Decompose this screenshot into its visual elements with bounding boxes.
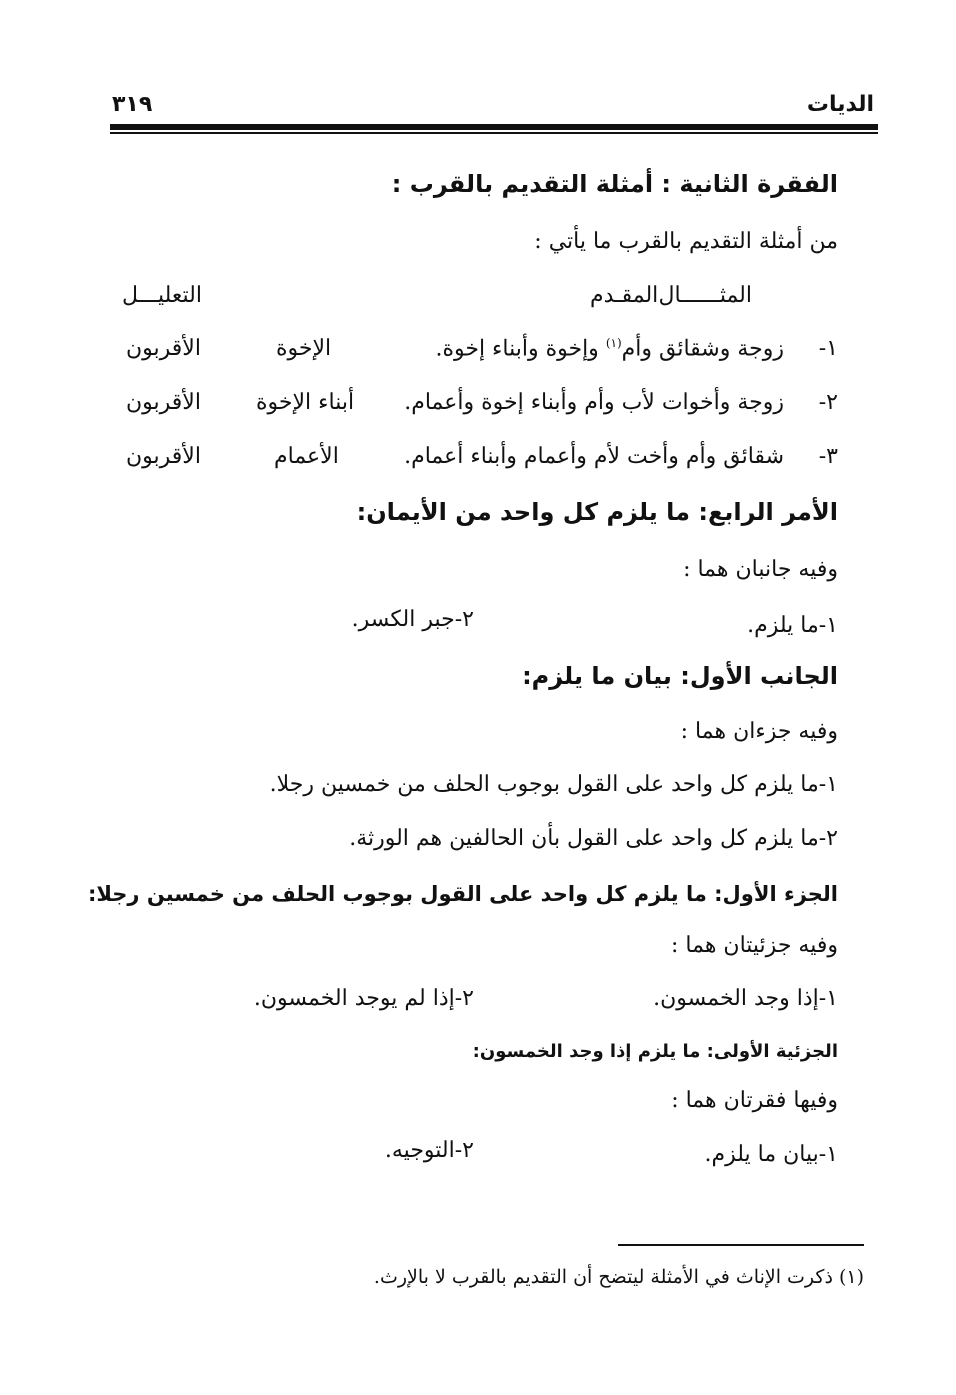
table-row-reason: الأقربون [126,336,201,361]
intro-two-paragraphs: وفيها فقرتان هما : [671,1088,838,1113]
table-row-example: زوجة وأخوات لأب وأم وأبناء إخوة وأعمام. [404,390,784,415]
section-heading-fourth-matter: الأمر الرابع: ما يلزم كل واحد من الأيمان: [356,498,838,526]
table-row-reason: الأقربون [126,390,201,415]
column-header-preferred: المقـدم [590,283,659,308]
list-item: ٢-جبر الكسر. [351,607,474,632]
list-item: ١-ما يلزم. [747,613,838,638]
section-heading-first-side: الجانب الأول: بيان ما يلزم: [522,662,838,690]
column-header-reason: التعليـــل [122,283,202,308]
list-item: ٢-التوجيه. [384,1138,474,1163]
section-heading-first-part: الجزء الأول: ما يلزم كل واحد على القول بوجوب الحلف من خمسين رجلا: [87,882,838,906]
table-row-number: ٢- [818,390,838,415]
table-row-reason: الأقربون [126,444,201,469]
footnote: (١) ذكرت الإناث في الأمثلة ليتضح أن التقديم بالقرب لا بالإرث. [373,1266,864,1288]
list-item: ١-إذا وجد الخمسون. [653,986,838,1011]
table-row-preferred: أبناء الإخوة [256,390,355,415]
intro-two-subparts: وفيه جزئيتان هما : [671,933,838,958]
list-item: ١-بيان ما يلزم. [704,1142,838,1167]
footnote-rule [618,1244,864,1246]
page-number: ٣١٩ [112,92,153,117]
intro-examples: من أمثلة التقديم بالقرب ما يأتي : [534,229,838,254]
example-text-rest: وإخوة وأبناء إخوة. [435,336,606,362]
list-item: ١-ما يلزم كل واحد على القول بوجوب الحلف من خمسين رجلا. [269,772,838,797]
intro-two-parts: وفيه جزءان هما : [680,719,838,744]
header-rule-thick [110,124,878,130]
section-heading-first-subpart: الجزئية الأولى: ما يلزم إذا وجد الخمسون: [472,1041,838,1062]
example-text: زوجة وشقائق وأم [621,336,784,362]
column-header-example: المثــــــال [658,283,752,308]
table-row-example: شقائق وأم وأخت لأم وأعمام وأبناء أعمام. [404,444,784,469]
list-item: ٢-إذا لم يوجد الخمسون. [253,986,474,1011]
table-row-example [435,336,784,361]
footnote-marker: (١) [605,336,622,350]
intro-two-sides: وفيه جانبان هما : [683,557,838,582]
table-row-preferred: الإخوة [276,336,332,361]
table-row-preferred: الأعمام [274,444,339,469]
table-row-number: ٣- [818,444,838,469]
table-row-number: ١- [818,336,838,361]
section-heading-examples: الفقرة الثانية : أمثلة التقديم بالقرب : [391,170,838,198]
running-header-title: الديات [806,92,874,117]
header-rule-thin [110,132,878,134]
list-item: ٢-ما يلزم كل واحد على القول بأن الحالفين هم الورثة. [349,826,838,851]
